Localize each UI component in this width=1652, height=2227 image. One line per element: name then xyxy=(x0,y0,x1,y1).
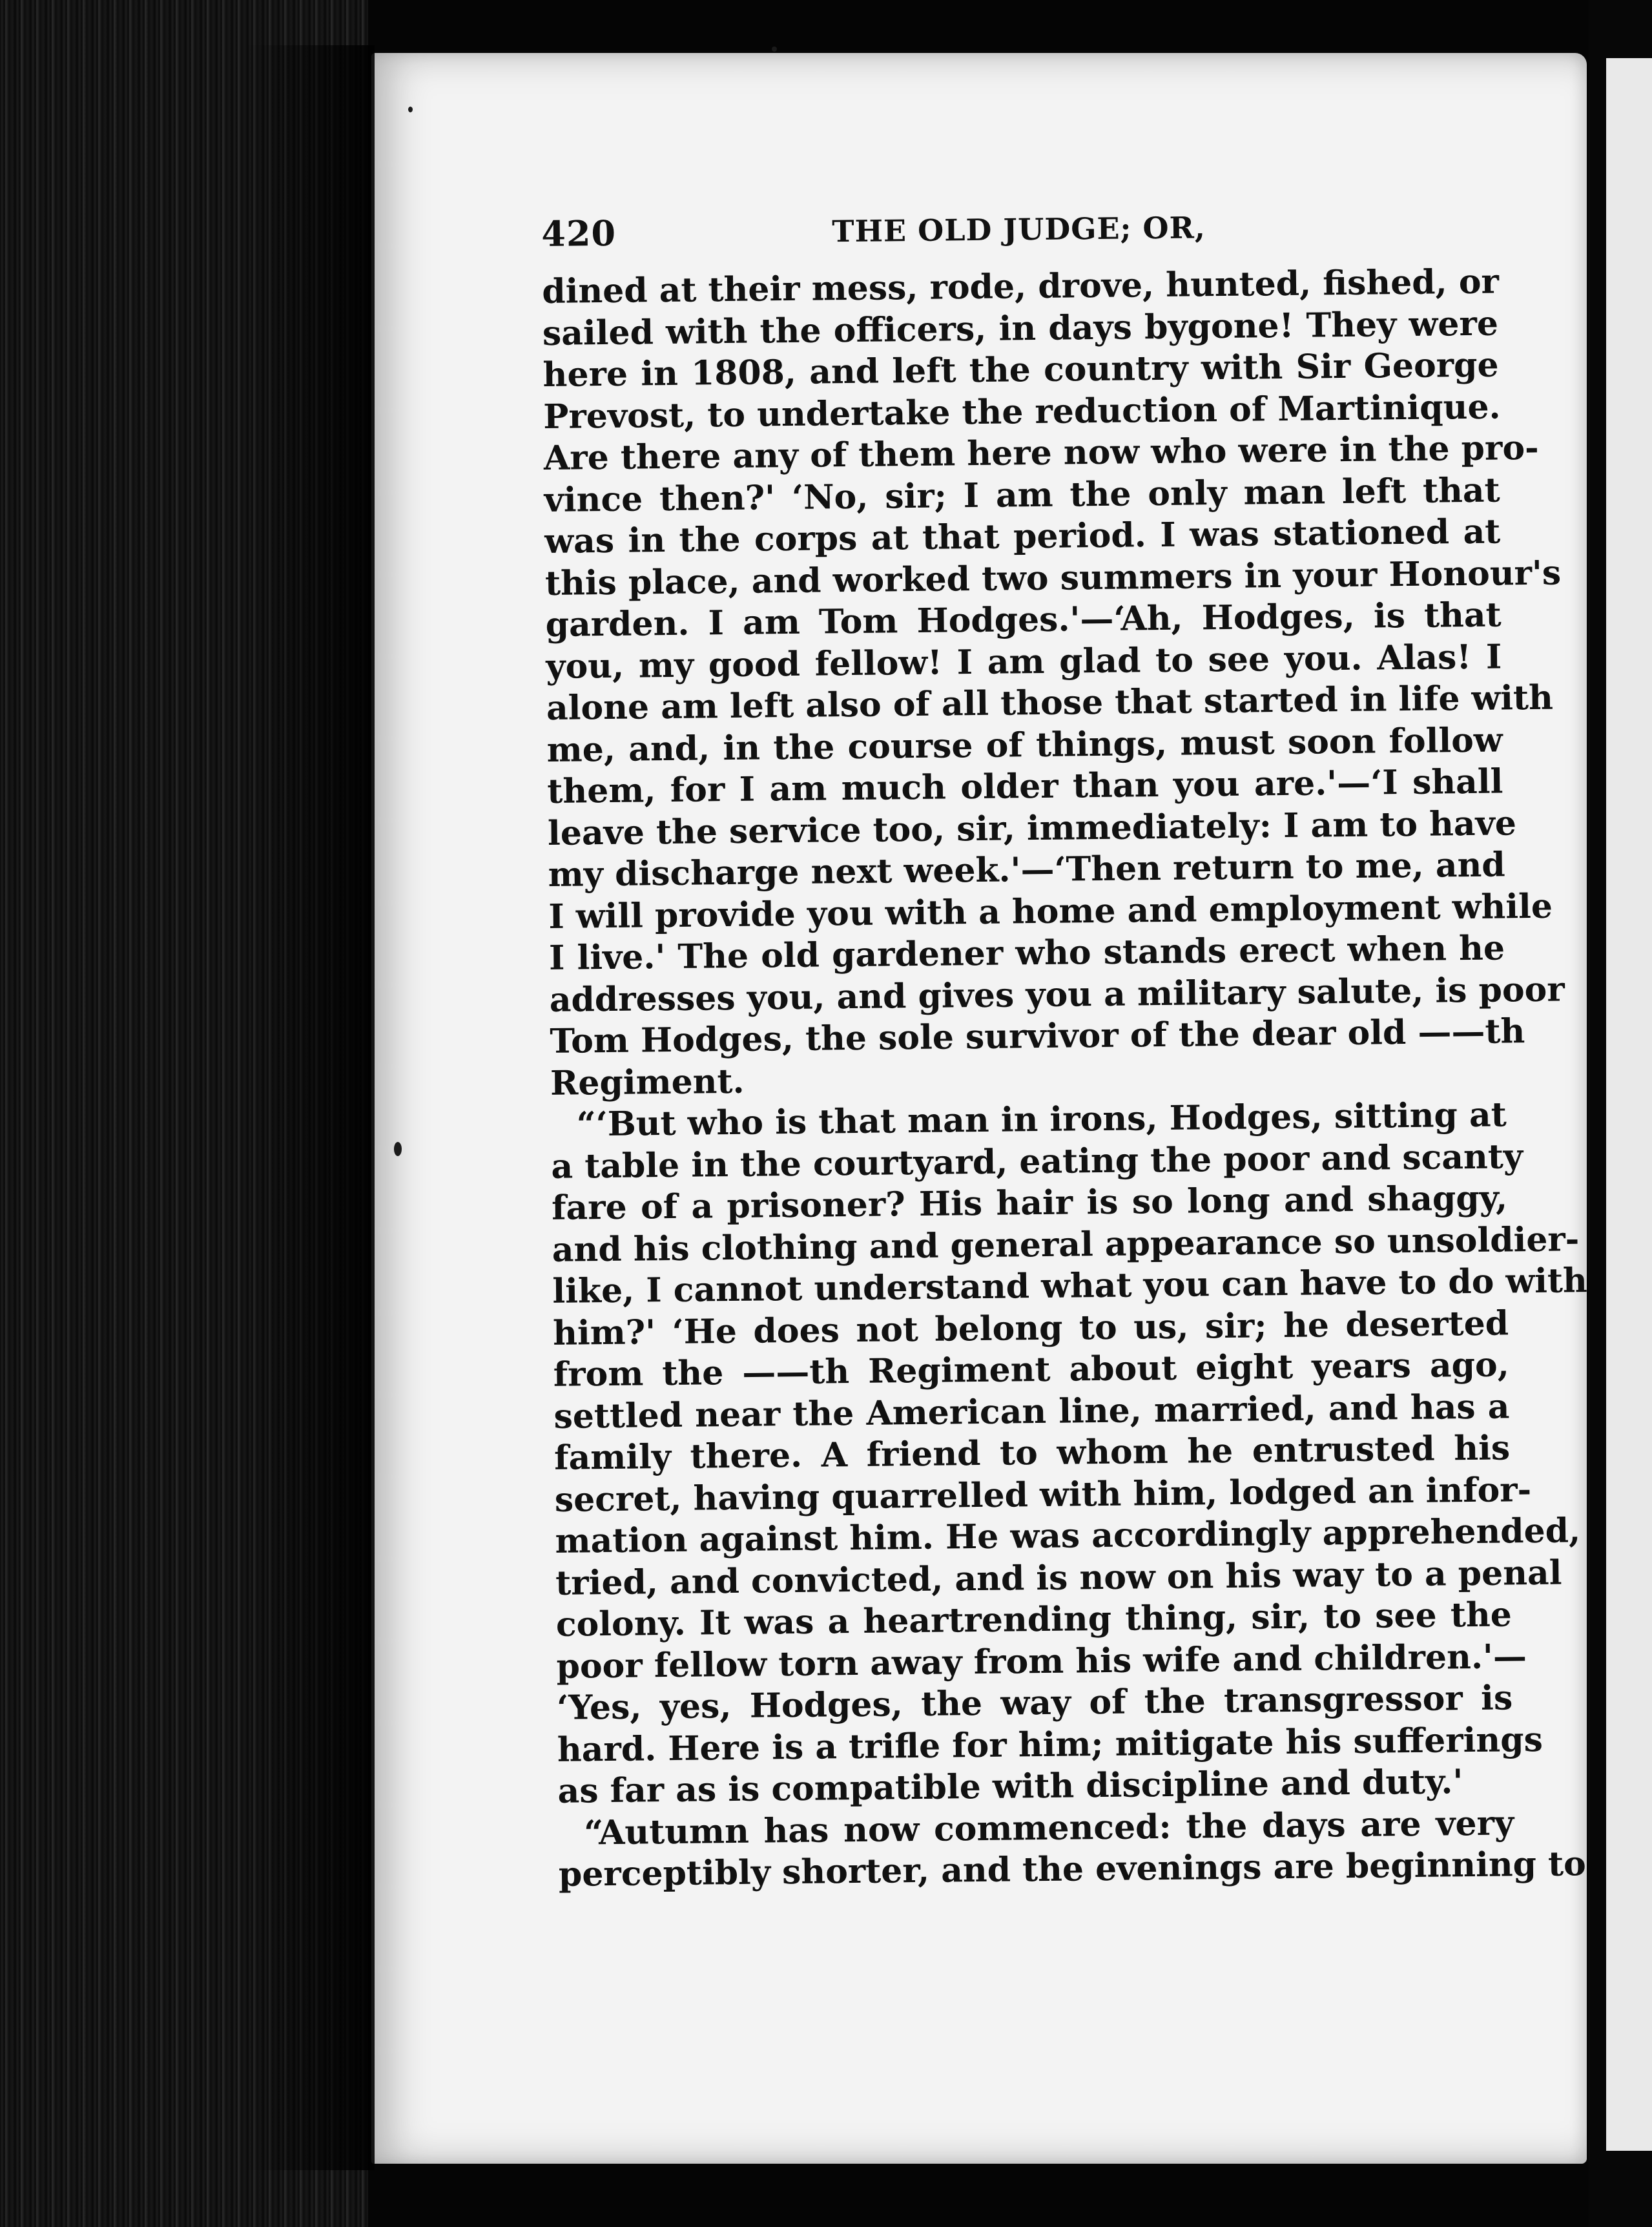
text-line: ‘Yes, yes, Hodges, the way of the transgressor is xyxy=(556,1678,1513,1728)
text-line: secret, having quarrelled with him, lodged an infor- xyxy=(554,1469,1532,1520)
text-line: addresses you, and gives you a military salute, is poor xyxy=(549,969,1565,1020)
text-line: alone am left also of all those that started in life with xyxy=(546,678,1554,728)
text-line: garden. I am Tom Hodges.'—‘Ah, Hodges, is that xyxy=(545,595,1502,645)
text-line: perceptibly shorter, and the evenings are beginning to xyxy=(558,1844,1587,1894)
text-line: I live.' The old gardener who stands erect when he xyxy=(548,928,1505,978)
text-line: a table in the courtyard, eating the poor and scanty xyxy=(551,1136,1523,1186)
text-line: dined at their mess, rode, drove, hunted, fished, or xyxy=(541,262,1500,311)
text-line: fare of a prisoner? His hair is so long and shaggy, xyxy=(551,1178,1508,1228)
text-line: tried, and convicted, and is now on his way to a penal xyxy=(555,1553,1562,1603)
text-line: mation against him. He was accordingly apprehended, xyxy=(555,1511,1581,1561)
text-line: “‘But who is that man in irons, Hodges, sitting at xyxy=(576,1095,1507,1145)
text-line: as far as is compatible with discipline and duty.' xyxy=(557,1762,1463,1811)
text-line: and his clothing and general appearance so unsoldier- xyxy=(552,1219,1580,1270)
text-line: like, I cannot understand what you can have to do with xyxy=(552,1261,1588,1311)
body-text xyxy=(541,261,1588,1896)
text-line: Regiment. xyxy=(550,1061,745,1103)
text-line: was in the corps at that period. I was stationed at xyxy=(544,512,1501,561)
text-line: hard. Here is a trifle for him; mitigate his sufferings xyxy=(557,1719,1544,1770)
gutter-shadow xyxy=(245,45,375,2170)
text-line: from the ——th Regiment about eight years ago, xyxy=(553,1345,1510,1394)
text-line: leave the service too, sir, immediately: I am to have xyxy=(547,803,1517,853)
ink-speck xyxy=(772,47,777,52)
running-head xyxy=(541,203,1517,265)
text-line: you, my good fellow! I am glad to see you. Alas! I xyxy=(546,636,1502,687)
text-line: this place, and worked two summers in your Honour's xyxy=(544,552,1562,603)
text-line: sailed with the officers, in days bygone! They were xyxy=(542,303,1499,353)
text-line: Tom Hodges, the sole survivor of the dear old ——th xyxy=(550,1011,1525,1061)
text-line: vince then?' ‘No, sir; I am the only man left that xyxy=(544,470,1500,520)
running-title: THE OLD JUDGE; OR, xyxy=(832,210,1206,249)
text-line: Prevost, to undertake the reduction of Martinique. xyxy=(542,386,1501,437)
next-page-edge xyxy=(1606,58,1652,2151)
text-line: settled near the American line, married, and has a xyxy=(553,1386,1510,1436)
text-line: family there. A friend to whom he entrusted his xyxy=(553,1428,1511,1478)
page-number: 420 xyxy=(541,212,617,254)
text-line: I will provide you with a home and employment while xyxy=(548,886,1553,937)
text-line: my discharge next week.'—‘Then return to me, and xyxy=(548,845,1505,895)
text-line: here in 1808, and left the country with Sir George xyxy=(542,345,1499,395)
text-line: poor fellow torn away from his wife and children.'— xyxy=(556,1636,1527,1686)
text-line: “Autumn has now commenced: the days are very xyxy=(583,1803,1514,1852)
text-line: me, and, in the course of things, must soon follow xyxy=(546,720,1503,770)
ink-speck xyxy=(394,1142,402,1156)
text-line: him?' ‘He does not belong to us, sir; he deserted xyxy=(552,1303,1509,1353)
text-line: Are there any of them here now who were in the pro- xyxy=(543,428,1539,478)
text-block xyxy=(541,203,1588,1896)
ink-speck xyxy=(408,107,413,112)
text-line: colony. It was a heartrending thing, sir, to see the xyxy=(555,1595,1513,1644)
text-line: them, for I am much older than you are.'—‘I shall xyxy=(547,761,1503,811)
